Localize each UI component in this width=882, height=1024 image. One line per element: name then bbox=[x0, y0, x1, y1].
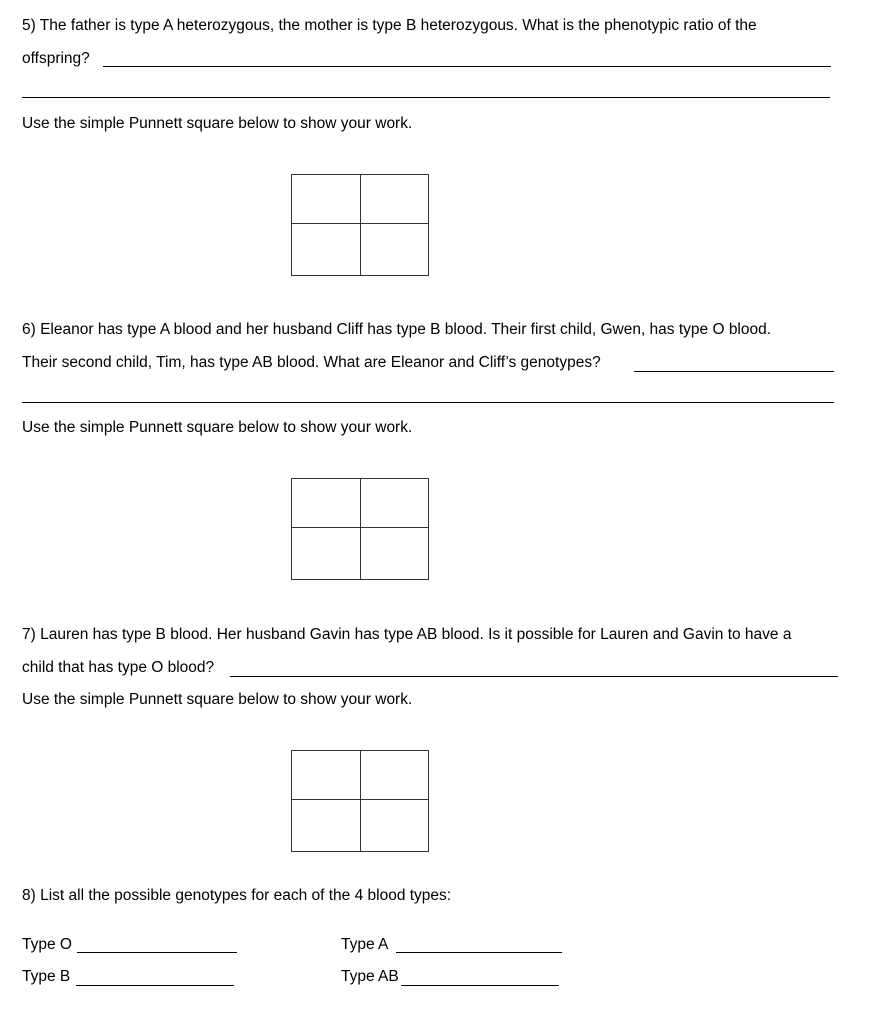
q6-punnett-cell-top-right[interactable] bbox=[361, 479, 428, 527]
q6-punnett-cell-top-left[interactable] bbox=[292, 479, 360, 527]
q5-question-line-1: 5) The father is type A heterozygous, the mother is type B heterozygous. What is the phenotypic ratio of the bbox=[22, 17, 757, 34]
type-a-label: Type A bbox=[341, 936, 389, 953]
type-ab-label: Type AB bbox=[341, 968, 399, 985]
q7-punnett-cell-bottom-left[interactable] bbox=[292, 800, 360, 851]
q7-punnett-cell-top-right[interactable] bbox=[361, 751, 428, 799]
q5-punnett-cell-top-right[interactable] bbox=[361, 175, 428, 223]
q6-answer-line-2[interactable] bbox=[22, 402, 834, 403]
q5-instruction: Use the simple Punnett square below to show your work. bbox=[22, 115, 413, 132]
q5-punnett-square bbox=[291, 174, 429, 276]
q5-punnett-cell-bottom-left[interactable] bbox=[292, 224, 360, 275]
q7-answer-line[interactable] bbox=[230, 676, 838, 677]
q6-punnett-cell-bottom-right[interactable] bbox=[361, 528, 428, 579]
q7-punnett-square bbox=[291, 750, 429, 852]
q7-question-line-1: 7) Lauren has type B blood. Her husband Gavin has type AB blood. Is it possible for Lauren and Gavin to have a bbox=[22, 626, 792, 643]
q6-instruction: Use the simple Punnett square below to show your work. bbox=[22, 419, 413, 436]
q7-instruction: Use the simple Punnett square below to show your work. bbox=[22, 691, 413, 708]
q6-question-line-2: Their second child, Tim, has type AB blood. What are Eleanor and Cliff’s genotypes? bbox=[22, 354, 601, 371]
q6-punnett-cell-bottom-left[interactable] bbox=[292, 528, 360, 579]
type-b-label: Type B bbox=[22, 968, 71, 985]
q6-answer-line-1[interactable] bbox=[634, 371, 834, 372]
q7-punnett-cell-top-left[interactable] bbox=[292, 751, 360, 799]
q7-punnett-cell-bottom-right[interactable] bbox=[361, 800, 428, 851]
q5-question-line-2: offspring? bbox=[22, 50, 90, 67]
q5-punnett-cell-bottom-right[interactable] bbox=[361, 224, 428, 275]
type-b-answer-line[interactable] bbox=[76, 985, 234, 986]
type-o-answer-line[interactable] bbox=[77, 952, 237, 953]
q6-question-line-1: 6) Eleanor has type A blood and her husband Cliff has type B blood. Their first child, Gwen, has type O blood. bbox=[22, 321, 772, 338]
type-o-label: Type O bbox=[22, 936, 72, 953]
q5-punnett-cell-top-left[interactable] bbox=[292, 175, 360, 223]
q6-punnett-square bbox=[291, 478, 429, 580]
q8-prompt: 8) List all the possible genotypes for each of the 4 blood types: bbox=[22, 887, 452, 904]
q5-answer-line-2[interactable] bbox=[22, 97, 830, 98]
type-a-answer-line[interactable] bbox=[396, 952, 562, 953]
type-ab-answer-line[interactable] bbox=[401, 985, 559, 986]
q7-question-line-2: child that has type O blood? bbox=[22, 659, 215, 676]
q5-answer-line-1[interactable] bbox=[103, 66, 831, 67]
